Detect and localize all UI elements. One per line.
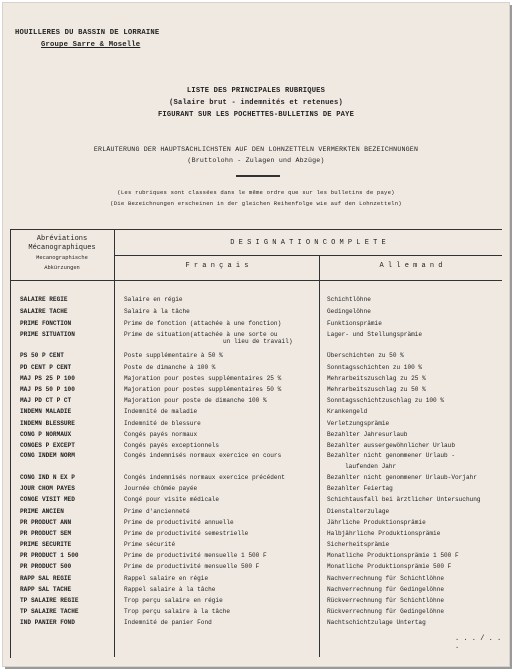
continuation-situation-fr: un lieu de travail) xyxy=(223,338,293,345)
row-german: Bezahlter aussergewöhnlicher Urlaub xyxy=(327,442,455,449)
table-header-line xyxy=(10,280,502,281)
table-row xyxy=(3,541,509,552)
header-abbr-fr-2: Mécanographiques xyxy=(28,244,96,252)
table-row xyxy=(3,296,509,307)
continuation-indem-norm-de: laufenden Jahr xyxy=(345,463,397,470)
row-abbreviation: PR PRODUCT ANN xyxy=(20,519,72,526)
title-line-1: LISTE DES PRINCIPALES RUBRIQUES xyxy=(186,87,326,95)
row-abbreviation: PR PRODUCT SEM xyxy=(20,530,72,537)
row-german: Rückverrechnung für Schichtlöhne xyxy=(327,597,445,604)
table-row xyxy=(3,496,509,507)
row-german: Bezahlter Jahresurlaub xyxy=(327,431,408,438)
note-german: (Die Bezeichnungen erscheinen in der gleichen Reihenfolge wie auf den Lohnzetteln) xyxy=(110,200,402,207)
row-abbreviation: PRIME ANCIEN xyxy=(20,508,64,515)
table-row xyxy=(3,552,509,563)
row-german: Funktionsprämie xyxy=(327,320,382,327)
german-title-line-1: ERLÄUTERUNG DER HAUPTSÄCHLICHSTEN AUF DEN LOHNZETTELN VERMERKTEN BEZEICHNUNGEN xyxy=(93,146,419,153)
company-name: HOUILLERES DU BASSIN DE LORRAINE xyxy=(15,29,160,37)
row-abbreviation: TP SALAIRE TACHE xyxy=(20,608,79,615)
row-french: Congé pour visite médicale xyxy=(124,496,220,503)
note-french: (Les rubriques sont classées dans le même ordre que sur les bulletins de paye) xyxy=(117,189,395,196)
row-german: Nachverrechnung für Schichtlöhne xyxy=(327,575,445,582)
row-abbreviation: SALAIRE TACHE xyxy=(20,308,68,315)
row-abbreviation: PS 50 P CENT xyxy=(20,352,64,359)
row-abbreviation: RAPP SAL REGIE xyxy=(20,575,72,582)
row-abbreviation: PD CENT P CENT xyxy=(20,364,72,371)
german-title-line-2: (Bruttolohn - Zulagen und Abzüge) xyxy=(187,157,325,164)
row-german: Nachverrechnung für Gedingelöhne xyxy=(327,586,445,593)
row-french: Prime de fonction (attachée à une fonction) xyxy=(124,320,282,327)
row-abbreviation: PR PRODUCT 500 xyxy=(20,563,72,570)
table-row xyxy=(3,508,509,519)
row-abbreviation: CONG P NORMAUX xyxy=(20,431,72,438)
row-german: Monatliche Produktionsprämie 500 F xyxy=(327,563,452,570)
row-abbreviation: INDEMN BLESSURE xyxy=(20,420,75,427)
row-german: Schichtausfall bei ärztlicher Untersuchung xyxy=(327,496,481,503)
row-french: Poste de dimanche à 100 % xyxy=(124,364,216,371)
table-subheader-line xyxy=(114,255,502,256)
table-row xyxy=(3,375,509,386)
document-page xyxy=(2,2,510,667)
row-abbreviation: PR PRODUCT 1 500 xyxy=(20,552,79,559)
table-row xyxy=(3,308,509,319)
row-french: Prime sécurité xyxy=(124,541,176,548)
row-french: Trop perçu salaire en régie xyxy=(124,597,223,604)
row-french: Prime de productivité annuelle xyxy=(124,519,234,526)
table-row xyxy=(3,485,509,496)
row-abbreviation: CONGES P EXCEPT xyxy=(20,442,75,449)
table-row xyxy=(3,431,509,442)
row-french: Majoration pour postes supplémentaires 25 % xyxy=(124,375,282,382)
row-french: Indemnité de maladie xyxy=(124,408,198,415)
title-line-2: (Salaire brut - indemnités et retenues) xyxy=(169,99,343,107)
row-german: Sicherheitsprämie xyxy=(327,541,390,548)
title-line-3: FIGURANT SUR LES POCHETTES-BULLETINS DE PAYE xyxy=(157,111,355,119)
table-row xyxy=(3,397,509,408)
row-german: Schichtlöhne xyxy=(327,296,371,303)
row-abbreviation: MAJ PD CT P CT xyxy=(20,397,72,404)
row-french: Trop perçu salaire à la tâche xyxy=(124,608,231,615)
table-row xyxy=(3,519,509,530)
row-german: Nachtschichtzulage Untertag xyxy=(327,619,426,626)
row-abbreviation: PRIME FONCTION xyxy=(20,320,72,327)
row-abbreviation: SALAIRE REGIE xyxy=(20,296,68,303)
header-francais: F r a n ç a i s xyxy=(185,262,249,270)
row-abbreviation: CONGE VISIT MED xyxy=(20,496,75,503)
row-german: Mehrarbeitszuschlag zu 25 % xyxy=(327,375,426,382)
continued-marker: . . . / . . . xyxy=(455,635,502,651)
row-german: Sonntagsschichtzuschlag zu 100 % xyxy=(327,397,445,404)
table-row xyxy=(3,452,509,463)
row-abbreviation: RAPP SAL TACHE xyxy=(20,586,72,593)
row-french: Rappel salaire à la tâche xyxy=(124,586,216,593)
row-german: Mehrarbeitszuschlag zu 50 % xyxy=(327,386,426,393)
table-row xyxy=(3,386,509,397)
row-abbreviation: PRIME SITUATION xyxy=(20,331,75,338)
table-row xyxy=(3,563,509,574)
row-german: Sonntagsschichten zu 100 % xyxy=(327,364,423,371)
row-french: Prime de productivité mensuelle 1 500 F xyxy=(124,552,267,559)
row-german: Jährliche Produktionsprämie xyxy=(327,519,426,526)
row-french: Indemnité de blessure xyxy=(124,420,201,427)
row-french: Salaire à la tâche xyxy=(124,308,190,315)
table-row xyxy=(3,408,509,419)
row-french: Congés payés exceptionnels xyxy=(124,442,220,449)
row-german: Gedingelöhne xyxy=(327,308,371,315)
row-french: Congés payés normaux xyxy=(124,431,198,438)
header-allemand: A l l e m a n d xyxy=(379,262,443,270)
row-abbreviation: MAJ PS 50 P 100 xyxy=(20,386,75,393)
table-row xyxy=(3,597,509,608)
row-abbreviation: MAJ PS 25 P 100 xyxy=(20,375,75,382)
row-french: Rappel salaire en régie xyxy=(124,575,209,582)
row-german: Lager- und Stellungsprämie xyxy=(327,331,423,338)
row-german: Bezahlter Feiertag xyxy=(327,485,393,492)
row-french: Congés indemnisés normaux exercice en cours xyxy=(124,452,282,459)
table-row xyxy=(3,352,509,363)
table-row xyxy=(3,586,509,597)
row-abbreviation: JOUR CHOM PAYES xyxy=(20,485,75,492)
row-french: Majoration pour poste de dimanche 100 % xyxy=(124,397,267,404)
table-row xyxy=(3,575,509,586)
row-french: Journée chômée payée xyxy=(124,485,198,492)
table-row xyxy=(3,364,509,375)
row-abbreviation: TP SALAIRE REGIE xyxy=(20,597,79,604)
header-abbr-de-1: Mecanographische xyxy=(36,255,88,261)
title-underline xyxy=(236,175,280,177)
row-abbreviation: CONG IND N EX P xyxy=(20,474,75,481)
row-abbreviation: PRIME SECURITE xyxy=(20,541,72,548)
table-row xyxy=(3,474,509,485)
header-abbr-de-2: Abkürzungen xyxy=(44,265,80,271)
row-french: Prime d'ancienneté xyxy=(124,508,190,515)
table-row xyxy=(3,530,509,541)
row-french: Congés indemnisés normaux exercice précédent xyxy=(124,474,285,481)
group-name: Groupe Sarre & Moselle xyxy=(41,41,141,49)
row-french: Salaire en régie xyxy=(124,296,183,303)
row-german: Überschichten zu 50 % xyxy=(327,352,404,359)
row-abbreviation: IND PANIER FOND xyxy=(20,619,75,626)
table-row xyxy=(3,420,509,431)
row-french: Prime de situation(attachée à une sorte ou xyxy=(124,331,278,338)
row-german: Bezahlter nicht genommener Urlaub - xyxy=(327,452,455,459)
row-german: Verletzungsprämie xyxy=(327,420,390,427)
row-german: Dienstalterzulage xyxy=(327,508,390,515)
row-french: Prime de productivité mensuelle 500 F xyxy=(124,563,260,570)
table-row xyxy=(3,320,509,331)
row-french: Prime de productivité semestrielle xyxy=(124,530,249,537)
row-german: Bezahlter nicht genommener Urlaub-Vorjahr xyxy=(327,474,477,481)
table-row xyxy=(3,619,509,630)
row-german: Rückverrechnung für Gedingelöhne xyxy=(327,608,445,615)
table-row xyxy=(3,608,509,619)
header-abbr-fr-1: Abréviations xyxy=(36,235,88,243)
row-german: Monatliche Produktionsprämie 1 500 F xyxy=(327,552,459,559)
row-french: Poste supplémentaire à 50 % xyxy=(124,352,223,359)
row-german: Halbjährliche Produktionsprämie xyxy=(327,530,441,537)
row-french: Indemnité de panier Fond xyxy=(124,619,212,626)
row-abbreviation: CONG INDEM NORM xyxy=(20,452,75,459)
row-german: Krankengeld xyxy=(327,408,368,415)
row-abbreviation: INDEMN MALADIE xyxy=(20,408,72,415)
header-designation: D E S I G N A T I O N C O M P L E T E xyxy=(230,239,386,247)
row-french: Majoration pour postes supplémentaires 50 % xyxy=(124,386,282,393)
